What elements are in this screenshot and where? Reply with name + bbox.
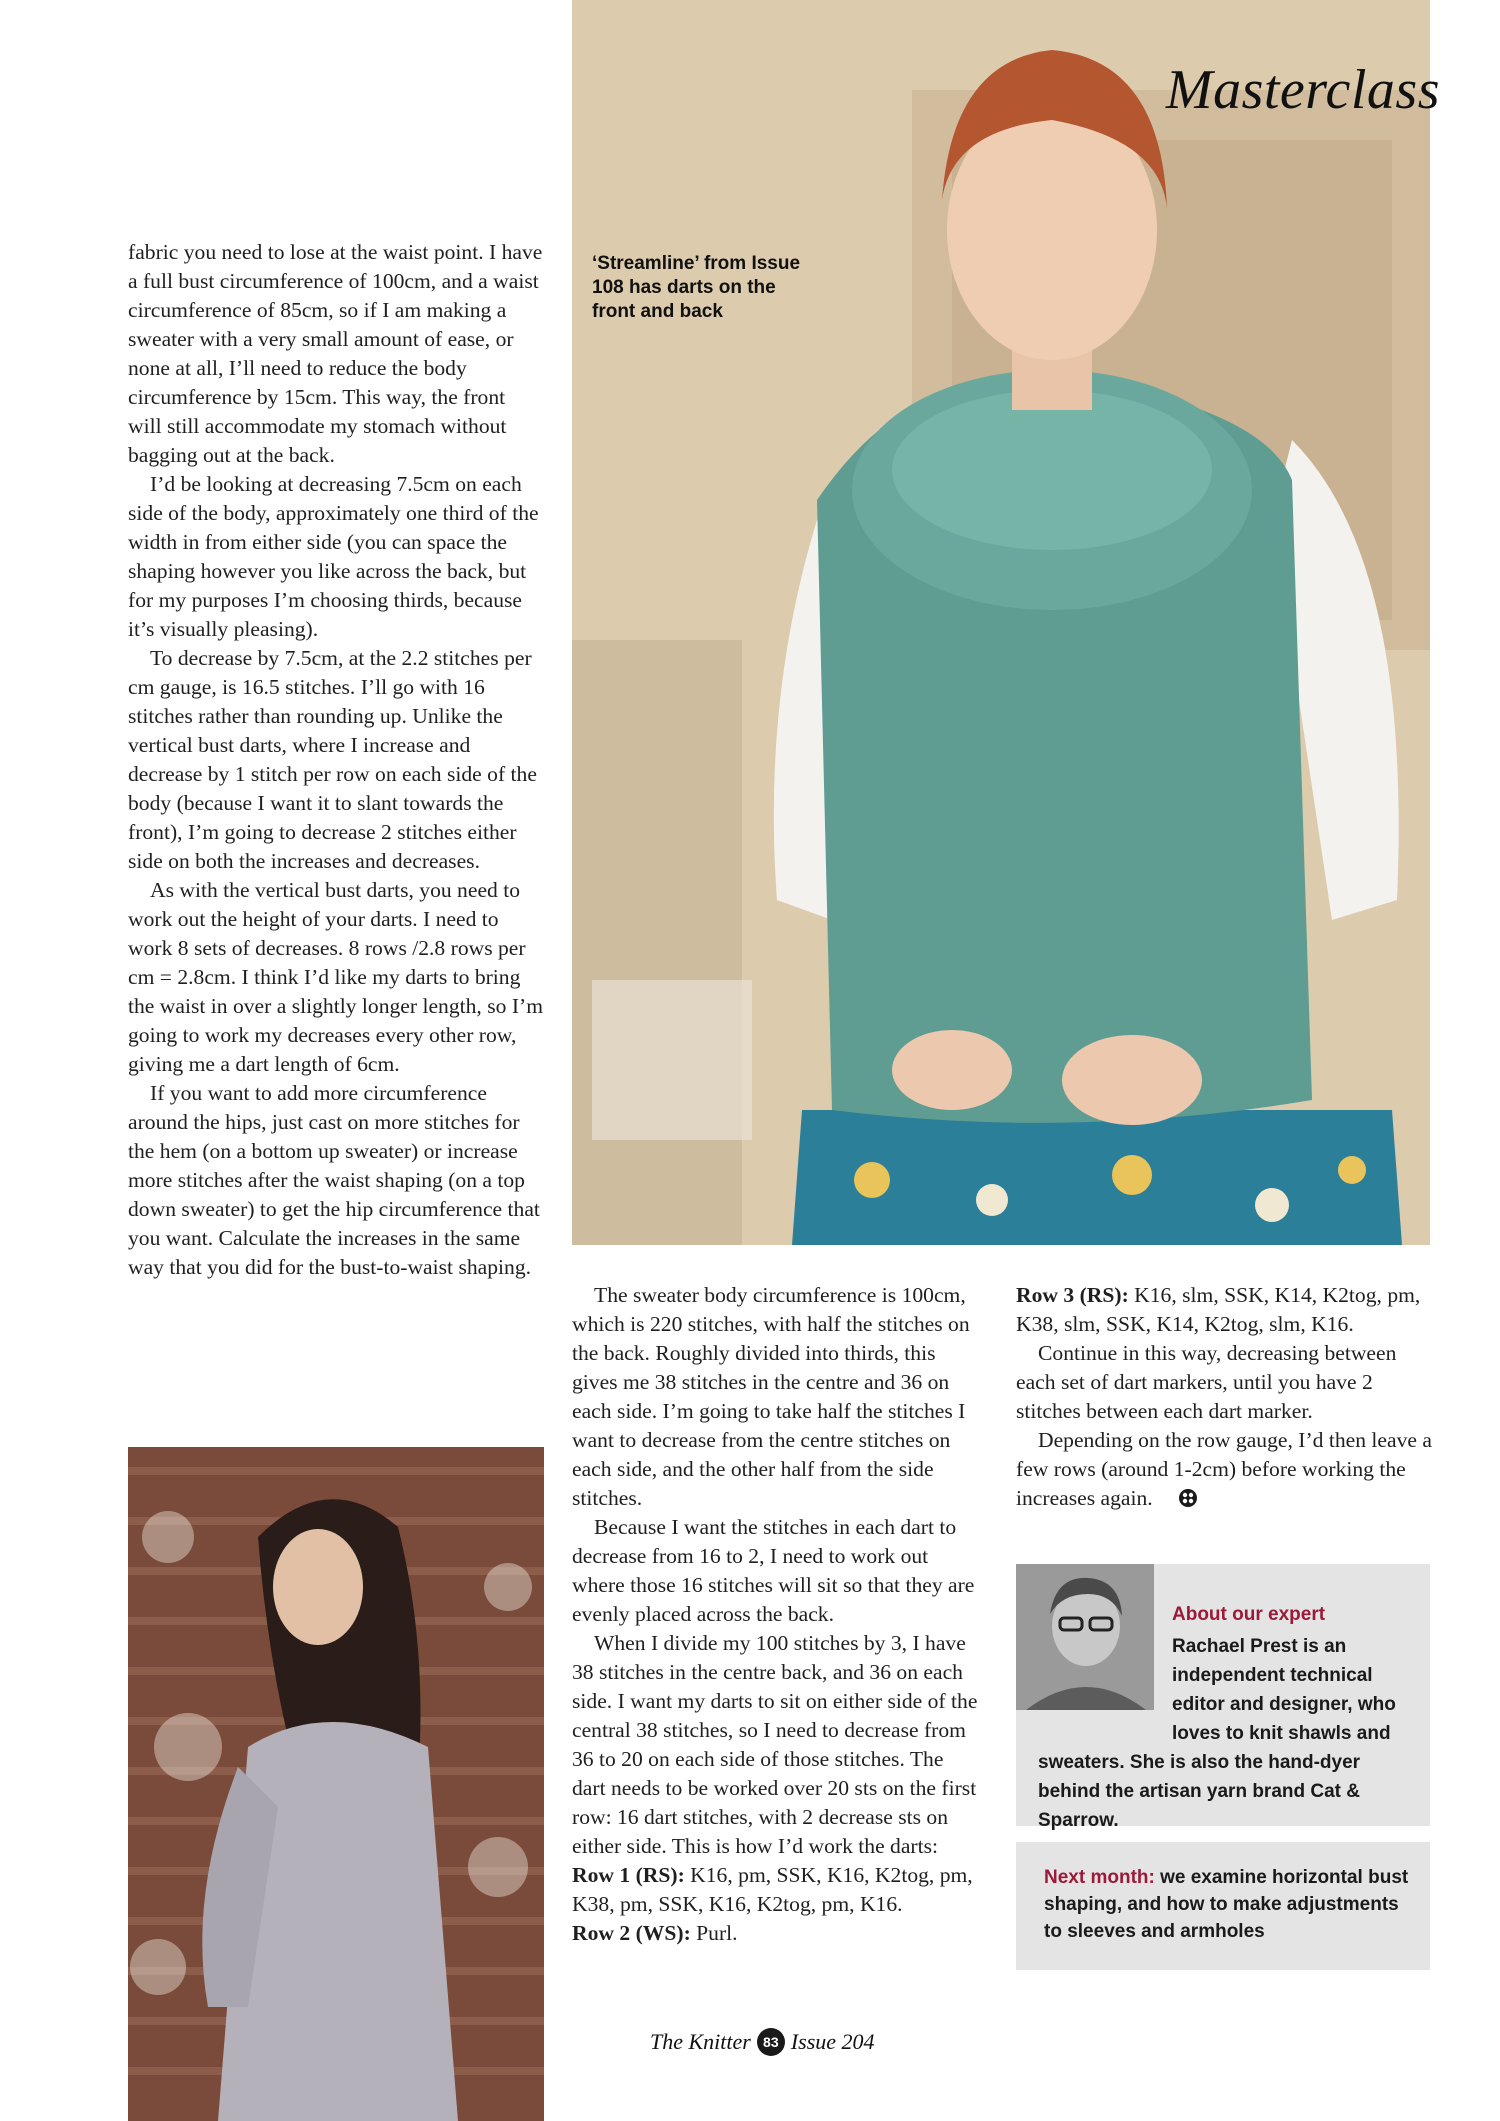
bio-line: independent technical [1172, 1665, 1373, 1686]
page-footer [650, 2026, 910, 2058]
paragraph: Because I want the stitches in each dart to decrease from 16 to 2, I need to work out where those 16 stitches will sit so that they are evenly placed across the back. [572, 1515, 975, 1626]
side-photo-grey-sweater [128, 1447, 544, 2121]
bio-line: Rachael Prest is an [1172, 1636, 1347, 1657]
issue-number: Issue 204 [790, 2029, 875, 2054]
bio-line: loves to knit shawls and [1172, 1723, 1391, 1744]
row-instructions: K16, slm, SSK, K14, K2tog, pm, K38, slm, SSK, K14, K2tog, slm, K16. [1016, 1283, 1421, 1336]
paragraph: I’d be looking at decreasing 7.5cm on each side of the body, approximately one third of the width in from either side (you can space the shaping however you like across the back, but for my purposes I’m choosing thirds, because it’s visually pleasing). [128, 472, 539, 641]
next-month-description: we examine horizontal bust shaping, and how to make adjustments to sleeves and armholes [1044, 1867, 1409, 1942]
expert-heading: About our expert [1172, 1604, 1326, 1625]
row-label: Row 3 (RS): [1016, 1283, 1129, 1307]
end-of-article-icon [1157, 1486, 1197, 1515]
about-expert-box [1016, 1564, 1430, 1831]
page-number: 83 [757, 2028, 785, 2056]
next-month-label: Next month: [1044, 1867, 1155, 1888]
bio-line: sweaters. She is also the hand-dyer behind the artisan yarn brand Cat & Sparrow. [1038, 1752, 1361, 1831]
body-column-2 [572, 1281, 980, 1948]
body-column-3 [1016, 1281, 1432, 1515]
photo-illustration [128, 1447, 544, 2121]
next-month-box [1016, 1842, 1430, 1970]
row-label: Row 2 (WS): [572, 1921, 691, 1945]
row-instructions: Purl. [690, 1921, 738, 1945]
paragraph-final [1016, 1426, 1432, 1515]
pattern-row-1 [572, 1861, 980, 1919]
feature-photo-streamline [572, 0, 1430, 1245]
row-label: Row 1 (RS): [572, 1863, 685, 1887]
paragraph: When I divide my 100 stitches by 3, I have 38 stitches in the centre back, and 36 on each side. I want my darts to sit on either side of the central 38 stitches, so I need to decrease from 36 to 20 on each side of those stitches. The dart needs to be worked over 20 sts on the first row: 16 dart stitches, with 2 decrease sts on either side. This is how I’d work the darts: [572, 1631, 978, 1858]
pattern-row-2 [572, 1919, 980, 1948]
paragraph-text: Depending on the row gauge, I’d then leave a few rows (around 1-2cm) before working the increases again. [1016, 1428, 1432, 1510]
next-month-text [1044, 1864, 1414, 1945]
paragraph: Continue in this way, decreasing between each set of dart markers, until you have 2 stitches between each dart marker. [1016, 1341, 1397, 1423]
section-title: Masterclass [1165, 59, 1440, 121]
magazine-name: The Knitter [650, 2029, 751, 2054]
paragraph: As with the vertical bust darts, you need to work out the height of your darts. I need to work 8 sets of decreases. 8 rows /2.8 rows per cm = 2.8cm. I think I’d like my darts to bring the waist in over a slightly longer length, so I’m going to work my decreases every other row, giving me a dart length of 6cm. [128, 878, 544, 1076]
expert-bio [1038, 1632, 1418, 1835]
paragraph: The sweater body circumference is 100cm, which is 220 stitches, with half the stitches on the back. Roughly divided into thirds, this gives me 38 stitches in the centre and 36 on each side. I’m going to take half the stitches I want to decrease from the centre stitches on each side, and the other half from the side stitches. [572, 1283, 970, 1510]
body-column-1 [128, 238, 544, 1282]
photo-illustration [572, 0, 1430, 1245]
row-instructions: K16, pm, SSK, K16, K2tog, pm, K38, pm, SSK, K16, K2tog, pm, K16. [572, 1863, 973, 1916]
photo-caption: ‘Streamline’ from Issue 108 has darts on the front and back [592, 253, 801, 322]
bio-line: editor and designer, who [1172, 1694, 1396, 1715]
paragraph: To decrease by 7.5cm, at the 2.2 stitches per cm gauge, is 16.5 stitches. I’ll go with 16 stitches rather than rounding up. Unlike the vertical bust darts, where I increase and decrease by 1 stitch per row on each side of the body (because I want it to slant towards the front), I’m going to decrease 2 stitches either side on both the increases and decreases. [128, 646, 537, 873]
paragraph: If you want to add more circumference around the hips, just cast on more stitches for the hem (on a bottom up sweater) or increase more stitches after the waist shaping (on a top down sweater) to get the hip circumference that you want. Calculate the increases in the same way that you did for the bust-to-waist shaping. [128, 1081, 540, 1279]
paragraph: fabric you need to lose at the waist point. I have a full bust circumference of 100cm, and a waist circumference of 85cm, so if I am making a sweater with a very small amount of ease, or none at all, I’ll need to reduce the body circumference by 15cm. This way, the front will still accommodate my stomach without bagging out at the back. [128, 240, 543, 467]
pattern-row-3 [1016, 1281, 1432, 1339]
